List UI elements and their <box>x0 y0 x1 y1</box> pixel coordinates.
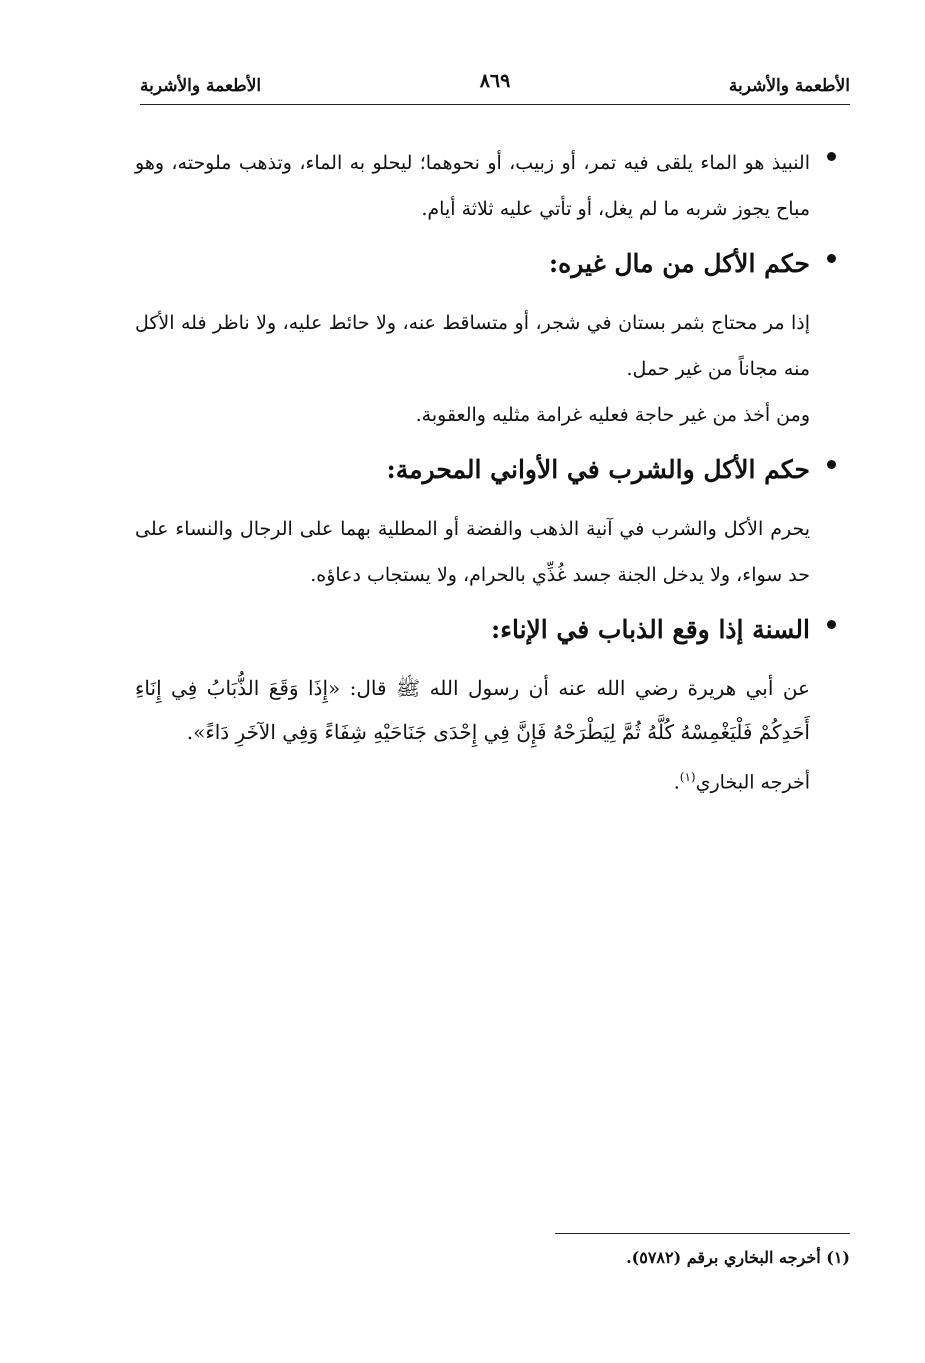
page-number: ٨٦٩ <box>479 70 511 92</box>
running-header <box>140 70 850 105</box>
header-title-left: الأطعمة والأشربة <box>140 76 262 96</box>
section-heading: حكم الأكل من مال غيره: <box>548 249 810 278</box>
nabidh-paragraph: النبيذ هو الماء يلقى فيه تمر، أو زبيب، أو نحوهما؛ ليحلو به الماء، وتذهب ملوحته، وهو مباح يجوز شربه ما لم يغل، أو تأتي عليه ثلاثة أيام. <box>135 152 810 220</box>
section-heading: السنة إذا وقع الذباب في الإناء: <box>490 615 810 644</box>
page-body <box>135 140 810 815</box>
section-heading: حكم الأكل والشرب في الأواني المحرمة: <box>386 455 810 484</box>
section-nabidh <box>135 140 810 232</box>
hadith-attribution: أخرجه البخاري$^{(١)}$. <box>673 770 810 794</box>
bullet-icon <box>827 152 836 161</box>
bullet-icon <box>827 460 836 469</box>
footnote-divider <box>555 1233 850 1234</box>
attribution-text: أخرجه البخاري <box>695 771 810 794</box>
bullet-icon <box>827 620 836 629</box>
header-title-right: الأطعمة والأشربة <box>728 76 850 96</box>
heading-block <box>135 448 810 492</box>
hadith-text: عن أبي هريرة رضي الله عنه أن رسول الله ﷺ قال: «إِذَا وَقَعَ الذُّبَابُ فِي إِنَاءِ أَحَدِكُمْ فَلْيَغْمِسْهُ كُلَّهُ ثُمَّ لِيَطْرَحْهُ فَإِنَّ فِي إِحْدَى جَنَاحَيْهِ شِفَاءً وَفِي الآخَرِ دَاءً». <box>135 676 810 744</box>
footnote-reference[interactable]: (١) <box>679 770 696 784</box>
vessels-paragraph: يحرم الأكل والشرب في آنية الذهب والفضة أو المطلية بهما على الرجال والنساء على حد سواء، ولا يدخل الجنة جسد غُذِّي بالحرام، ولا يستجاب دعاؤه. <box>135 518 810 586</box>
section-eating-from-others <box>135 242 810 438</box>
eating-paragraph-2: ومن أخذ من غير حاجة فعليه غرامة مثليه والعقوبة. <box>415 404 810 426</box>
footnote: (١) أخرجه البخاري برقم (٥٧٨٢). <box>626 1248 850 1267</box>
bullet-icon <box>827 254 836 263</box>
heading-block <box>135 608 810 652</box>
section-fly-in-vessel <box>135 608 810 805</box>
section-forbidden-vessels <box>135 448 810 598</box>
heading-block <box>135 242 810 286</box>
eating-paragraph-1: إذا مر محتاج بثمر بستان في شجر، أو متساقط عنه، ولا حائط عليه، ولا ناظر فله الأكل منه مجاناً من غير حمل. <box>135 312 810 380</box>
